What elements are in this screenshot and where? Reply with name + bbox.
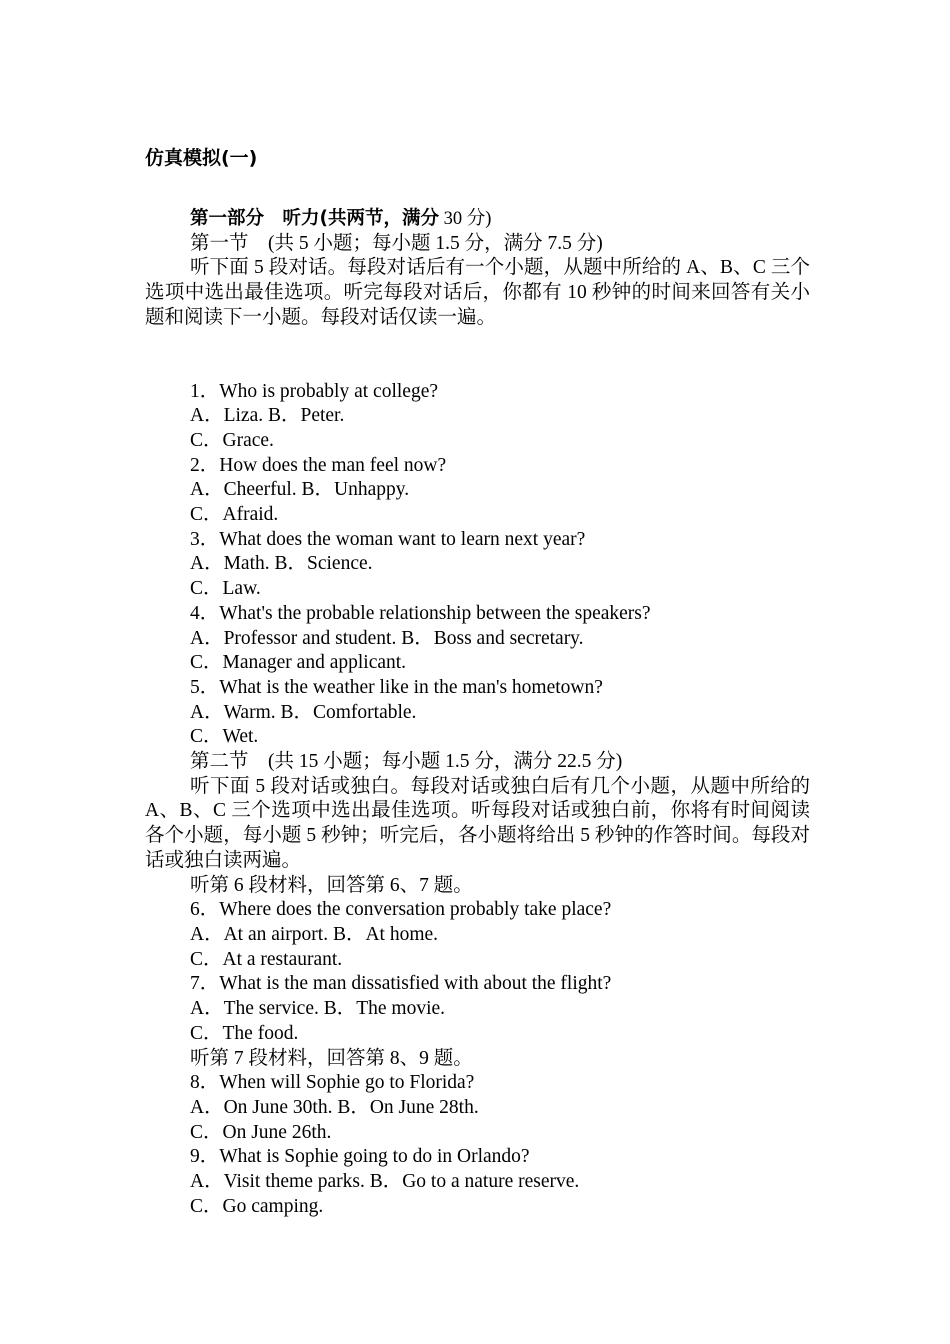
options-ab: A．Cheerful. B．Unhappy. [190, 479, 410, 501]
material6-prompt: 听第 6 段材料，回答第 6、7 题。 [190, 874, 473, 896]
section2-instructions: 听下面 5 段对话或独白。每段对话或独白后有几个小题，从题中所给的 A、B、C 三个选项中选出最佳选项。听每段对话或独白前，你将有时间阅读各个小题，每小题 5 秒钟；听完后，各小题将给出 5 秒钟的作答时间。每段对话或独白读两遍。 [145, 775, 810, 871]
question-2 [145, 454, 810, 528]
question-stem: 4．What's the probable relationship between the speakers? [190, 602, 651, 624]
options-ab: A．Professor and student. B．Boss and secretary. [190, 627, 584, 649]
option-c: C．On June 26th. [190, 1121, 332, 1143]
options-ab: A．The service. B．The movie. [190, 998, 446, 1020]
question-stem: 7．What is the man dissatisfied with about the flight? [190, 973, 612, 995]
question-stem: 8．When will Sophie go to Florida? [190, 1072, 475, 1094]
option-c: C．The food. [190, 1022, 299, 1044]
material7-prompt: 听第 7 段材料，回答第 8、9 题。 [190, 1047, 473, 1069]
options-ab: A．Math. B．Science. [190, 553, 373, 575]
section2-heading: 第二节 (共 15 小题；每小题 1.5 分，满分 22.5 分) [190, 751, 623, 773]
options-ab: A．Liza. B．Peter. [190, 405, 345, 427]
part1-heading-bold: 第一部分 听力(共两节，满分 [190, 208, 439, 229]
question-stem: 3．What does the woman want to learn next year? [190, 528, 586, 550]
options-ab: A．Warm. B．Comfortable. [190, 701, 417, 723]
options-ab: A．At an airport. B．At home. [190, 923, 439, 945]
page-title: 仿真模拟(一) [145, 147, 258, 169]
option-c: C．Manager and applicant. [190, 652, 407, 674]
option-c: C．Grace. [190, 429, 274, 451]
question-stem: 6．Where does the conversation probably take place? [190, 899, 612, 921]
question-stem: 5．What is the weather like in the man's hometown? [190, 676, 603, 698]
part1-heading [145, 207, 810, 232]
options-ab: A．Visit theme parks. B．Go to a nature reserve. [190, 1171, 580, 1193]
question-1 [145, 380, 810, 454]
option-c: C．Afraid. [190, 504, 279, 526]
question-stem: 9．What is Sophie going to do in Orlando? [190, 1146, 530, 1168]
spacer [145, 331, 810, 380]
document-body [145, 207, 810, 1219]
question-4 [145, 602, 810, 676]
section1-instructions: 听下面 5 段对话。每段对话后有一个小题，从题中所给的 A、B、C 三个选项中选出最佳选项。听完每段对话后，你都有 10 秒钟的时间来回答有关小题和阅读下一小题。每段对话仅读一遍。 [145, 257, 810, 328]
question-7 [145, 972, 810, 1046]
question-9 [145, 1145, 810, 1219]
question-8 [145, 1071, 810, 1145]
question-stem: 1．Who is probably at college? [190, 380, 439, 402]
option-c: C．Wet. [190, 726, 259, 748]
question-3 [145, 528, 810, 602]
section1-heading: 第一节 (共 5 小题；每小题 1.5 分，满分 7.5 分) [190, 232, 603, 254]
option-c: C．At a restaurant. [190, 948, 343, 970]
question-stem: 2．How does the man feel now? [190, 454, 447, 476]
option-c: C．Go camping. [190, 1195, 324, 1217]
options-ab: A．On June 30th. B．On June 28th. [190, 1096, 479, 1118]
question-5 [145, 676, 810, 750]
part1-heading-tail: 30 分) [438, 209, 492, 229]
question-6 [145, 898, 810, 972]
option-c: C．Law. [190, 578, 261, 600]
